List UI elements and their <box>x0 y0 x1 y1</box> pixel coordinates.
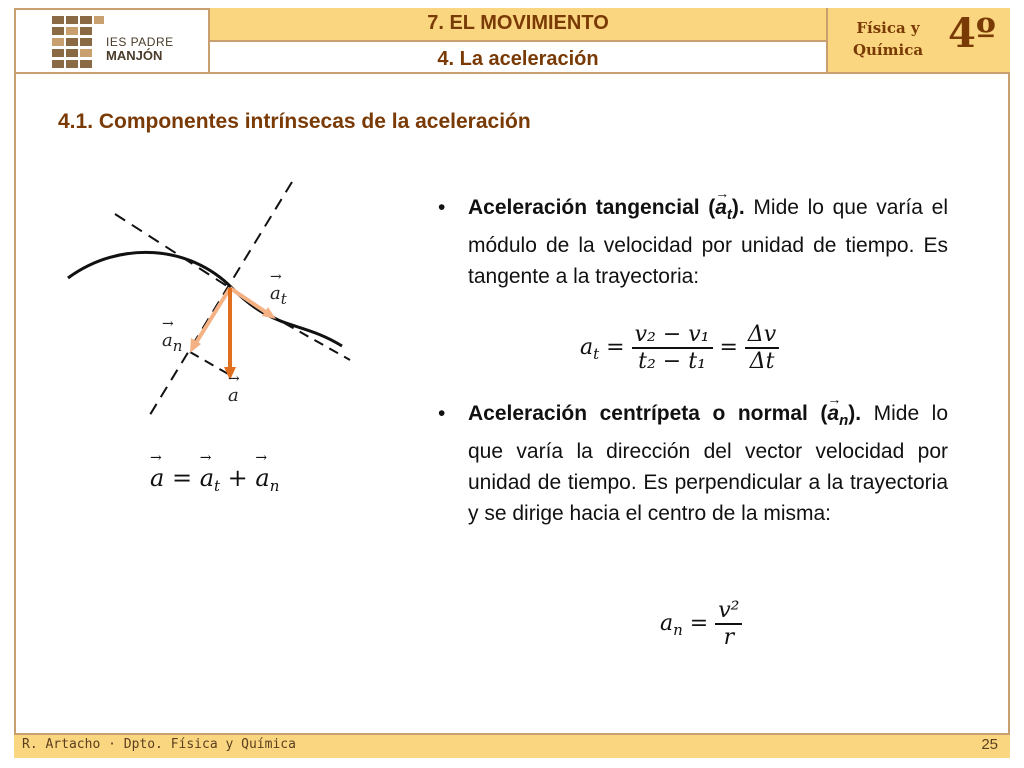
normal-acceleration-formula: $a_n$ = $\frac{\text{v²}}{r}$ <box>660 598 742 650</box>
label-a <box>228 385 239 406</box>
logo-text <box>106 36 174 62</box>
label-an-symbol: → a <box>162 330 173 351</box>
subject-line1: Física y <box>856 19 920 37</box>
logo-line1: IES PADRE <box>106 35 174 49</box>
bullet-normal <box>438 398 948 529</box>
bullet-tangential <box>438 192 948 292</box>
label-at-sub: t <box>280 290 287 308</box>
bullet-normal-title: Aceleración centrípeta o normal (→ $a_n$). <box>468 402 861 425</box>
logo-line2: MANJÓN <box>106 48 163 63</box>
sum-term2-sub: n <box>269 477 280 495</box>
acceleration-sum-formula <box>150 464 279 495</box>
formula-at-lhs-sub: t <box>593 345 600 363</box>
label-at-symbol: → a <box>270 283 281 304</box>
sum-term1-sub: t <box>214 477 221 495</box>
formula-at-fraction2: $\frac{\Delta v}{\Delta t}$ <box>745 322 779 374</box>
bullet-normal-symbol: → a <box>827 398 839 429</box>
formula-an-lhs-sub: n <box>673 621 683 639</box>
footer-author: R. Artacho · Dpto. Física y Química <box>22 737 296 752</box>
formula-at-fraction1: $\frac{\text{v₂ − v₁}}{\text{t₂ − t₁}}$ <box>632 322 713 374</box>
formula-at-lhs: a <box>580 335 594 360</box>
bullet-tangential-title: Aceleración tangencial (→ $a_t$). <box>468 196 745 219</box>
sum-plus: + <box>220 464 256 492</box>
bullet-normal-text: Mide lo que varía la dirección del vector velocidad por unidad de tiempo. Es perpendicular a la trayectoria y se dirige hacia el centro de la misma: <box>468 402 948 525</box>
lesson-subtitle: 4. La aceleración <box>210 42 826 74</box>
tangent-line <box>115 214 230 288</box>
tangential-acceleration-formula: $a_t$ = $\frac{\text{v₂ − v₁}}{\text{t₂ − t₁}}$ = $\frac{\Delta v}{\Delta t}$ <box>580 322 779 374</box>
formula-an-fraction: $\frac{\text{v²}}{r}$ <box>715 598 742 650</box>
grade-label: 4º <box>948 10 996 57</box>
section-title: 4.1. Componentes intrínsecas de la aceleración <box>58 110 531 133</box>
tangential-acceleration-arrow <box>230 288 270 315</box>
bullet-tangential-symbol: → a <box>715 192 727 223</box>
logo-grid-icon <box>52 16 104 68</box>
normal-acceleration-arrow <box>194 288 230 346</box>
subject-name <box>840 17 936 61</box>
label-an <box>162 330 182 355</box>
label-at <box>270 283 287 308</box>
sum-lhs: → a <box>150 464 164 492</box>
sum-term2: → a <box>255 464 269 492</box>
subject-box <box>826 8 1010 74</box>
normal-projection-line <box>190 352 230 375</box>
subject-line2: Química <box>852 41 924 59</box>
acceleration-diagram <box>60 170 360 430</box>
sum-term1: → a <box>200 464 214 492</box>
slide-footer <box>14 733 1010 758</box>
unit-title: 7. EL MOVIMIENTO <box>210 8 826 42</box>
formula-an-lhs: a <box>660 611 674 636</box>
page-number: 25 <box>981 736 998 753</box>
label-a-symbol: → a <box>228 385 239 406</box>
label-an-sub: n <box>172 337 183 355</box>
slide-header <box>14 8 1010 74</box>
school-logo <box>14 8 210 74</box>
header-divider <box>14 72 1010 74</box>
bullet-tangential-text: Mide lo que varía el módulo de la velocidad por unidad de tiempo. Es tangente a la trayectoria: <box>468 196 948 288</box>
diagram-svg <box>60 170 360 430</box>
sum-eq: = <box>164 464 200 492</box>
